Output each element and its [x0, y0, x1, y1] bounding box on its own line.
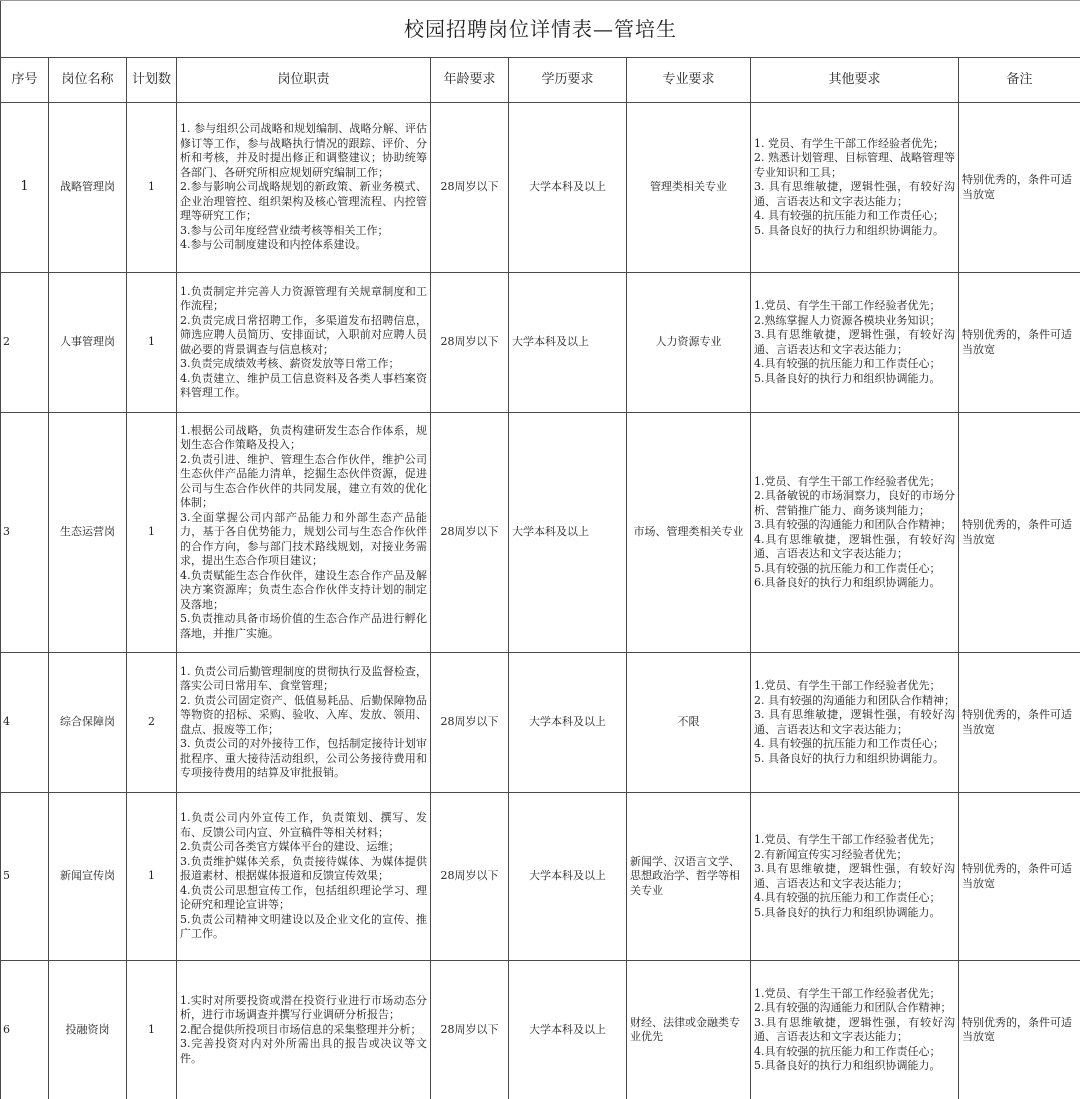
cell-remark: 特别优秀的，条件可适当放宽 — [959, 103, 1080, 273]
cell-plan-count: 1 — [127, 273, 177, 413]
requirement-item: 3.具有较强的沟通能力和团队合作精神； — [754, 518, 952, 531]
header-age: 年龄要求 — [431, 58, 509, 103]
requirement-item: 3.具有思维敏捷，逻辑性强，有较好沟通、言语表达和文字表达能力； — [754, 1015, 955, 1043]
duty-item: 1.实时对所要投资或潜在投资行业进行市场动态分析，进行市场调查并撰写行业调研分析报告； — [180, 993, 427, 1022]
header-plan-count: 计划数 — [127, 58, 177, 103]
cell-duties — [177, 653, 431, 793]
requirement-item: 3.具有思维敏捷，逻辑性强，有较好沟通、言语表达和文字表达能力； — [754, 862, 955, 890]
duty-item: 3.完善投资对内对外所需出具的报告或决议等文件。 — [180, 1037, 427, 1065]
requirement-item: 1.党员、有学生干部工作经验者优先； — [754, 986, 941, 1000]
duty-item: 5.负责公司精神文明建设以及企业文化的宣传、推广工作。 — [180, 912, 427, 941]
header-duties: 岗位职责 — [177, 58, 431, 103]
duty-item: 1. 参与组织公司战略和规划编制、战略分解、评估修订等工作，参与战略执行情况的跟踪、评价、分析和考核，并及时提出修正和调整建议；协助统筹各部门、各研究所相应规划研究编制工作； — [180, 122, 427, 179]
cell-no: 3 — [1, 413, 49, 653]
duty-item: 2.负责引进、维护、管理生态合作伙伴，维护公司生态伙伴产品能力清单，挖掘生态伙伴资源，促进公司与生态合作伙伴的共同发展，建立有效的优化体制； — [180, 452, 427, 510]
cell-position-name: 人事管理岗 — [49, 273, 127, 413]
requirement-item: 2. 熟悉计划管理、目标管理、战略管理等专业知识和工具； — [754, 151, 955, 179]
requirement-item: 3. 具有思维敏捷，逻辑性强，有较好沟通、言语表达和文字表达能力； — [754, 708, 955, 736]
duty-item: 4.负责建立、维护员工信息资料及各类人事档案资料管理工作。 — [180, 371, 427, 399]
cell-age: 28周岁以下 — [431, 793, 509, 961]
cell-education: 大学本科及以上 — [509, 273, 627, 413]
cell-position-name: 战略管理岗 — [49, 103, 127, 273]
duty-item: 1.根据公司战略，负责构建研发生态合作体系，规划生态合作策略及投入； — [180, 423, 427, 452]
cell-education: 大学本科及以上 — [509, 961, 627, 1099]
requirement-item: 6.具备良好的执行力和组织协调能力。 — [754, 576, 941, 589]
duty-item: 4.负责赋能生态合作伙伴，建设生态合作产品及解决方案资源库；负责生态合作伙伴支持计划的制定及落地； — [180, 568, 427, 611]
cell-age: 28周岁以下 — [431, 413, 509, 653]
cell-age: 28周岁以下 — [431, 653, 509, 793]
header-other: 其他要求 — [751, 58, 959, 103]
requirement-item: 1. 党员、有学生干部工作经验者优先； — [754, 136, 944, 150]
duty-item: 3.全面掌握公司内部产品能力和外部生态产品能力，基于各自优势能力，规划公司与生态合作伙伴的合作方向，参与部门技术路线规划，对接业务需求，提出生态合作项目建议； — [180, 510, 427, 568]
cell-duties — [177, 103, 431, 273]
table-row — [1, 961, 1080, 1099]
requirement-item: 4. 具有较强的抗压能力和工作责任心； — [754, 209, 944, 223]
requirement-item: 2.有新闻宣传实习经验者优先； — [754, 847, 908, 861]
cell-education: 大学本科及以上 — [509, 103, 627, 273]
cell-major: 财经、法律或金融类专业优先 — [627, 961, 751, 1099]
requirement-item: 2.熟练掌握人力资源各模块业务知识； — [754, 313, 941, 327]
cell-duties — [177, 961, 431, 1099]
cell-other — [751, 793, 959, 961]
requirement-item: 4.具有较强的抗压能力和工作责任心； — [754, 891, 941, 904]
table-row — [1, 793, 1080, 961]
cell-other — [751, 103, 959, 273]
cell-plan-count: 1 — [127, 413, 177, 653]
requirement-item: 1.党员、有学生干部工作经验者优先； — [754, 474, 941, 488]
cell-other — [751, 653, 959, 793]
cell-no: 1 — [1, 103, 49, 273]
cell-education: 大学本科及以上 — [509, 793, 627, 961]
duty-item: 3.参与公司年度经营业绩考核等相关工作； — [180, 223, 389, 237]
header-major: 专业要求 — [627, 58, 751, 103]
header-education: 学历要求 — [509, 58, 627, 103]
cell-major: 市场、管理类相关专业 — [627, 413, 751, 653]
requirement-item: 2.具有较强的沟通能力和团队合作精神； — [754, 1001, 952, 1014]
table-row — [1, 413, 1080, 653]
duty-item: 3.负责完成绩效考核、薪资发放等日常工作； — [180, 357, 400, 370]
cell-no: 2 — [1, 273, 49, 413]
title-row — [1, 1, 1080, 58]
cell-age: 28周岁以下 — [431, 273, 509, 413]
requirement-item: 4.具有思维敏捷，逻辑性强，有较好沟通、言语表达和文字表达能力； — [754, 532, 955, 560]
duty-item: 1.负责制定并完善人力资源管理有关规章制度和工作流程； — [180, 284, 427, 312]
cell-major: 管理类相关专业 — [627, 103, 751, 273]
requirement-item: 4.具有较强的抗压能力和工作责任心； — [754, 357, 941, 370]
cell-duties — [177, 413, 431, 653]
duty-item: 1. 负责公司后勤管理制度的贯彻执行及监督检查，落实公司日常用车、食堂管理； — [180, 664, 427, 692]
header-remark: 备注 — [959, 58, 1080, 103]
requirement-item: 5.具备良好的执行力和组织协调能力。 — [754, 905, 941, 919]
requirement-item: 1.党员、有学生干部工作经验者优先； — [754, 299, 941, 312]
duty-item: 2.负责完成日常招聘工作，多渠道发布招聘信息，筛选应聘人员简历、安排面试，入职前对应聘人员做必要的背景调查与信息核对； — [180, 313, 427, 356]
duty-item: 3.负责维护媒体关系，负责接待媒体、为媒体提供报道素材、根据媒体报道和反馈宣传效果； — [180, 854, 427, 883]
duty-item: 2.参与影响公司战略规划的新政策、新业务模式、企业治理管控、组织架构及核心管理流程、内控管理等研究工作； — [180, 180, 427, 223]
table-row — [1, 653, 1080, 793]
duty-item: 3. 负责公司的对外接待工作，包括制定接待计划审批程序、重大接待活动组织，公司公务接待费用和专项接待费用的结算及审批报销。 — [180, 737, 427, 779]
cell-plan-count: 1 — [127, 961, 177, 1099]
requirement-item: 5. 具备良好的执行力和组织协调能力。 — [754, 223, 944, 237]
requirement-item: 1.党员、有学生干部工作经验者优先； — [754, 833, 941, 846]
table-row — [1, 273, 1080, 413]
duty-item: 4.参与公司制度建设和内控体系建设。 — [180, 238, 367, 252]
cell-major: 人力资源专业 — [627, 273, 751, 413]
duty-item: 2.负责公司各类官方媒体平台的建设、运维； — [180, 840, 400, 854]
requirement-item: 1.党员、有学生干部工作经验者优先； — [754, 679, 941, 692]
cell-plan-count: 2 — [127, 653, 177, 793]
cell-other — [751, 961, 959, 1099]
requirement-item: 4. 具有较强的抗压能力和工作责任心； — [754, 737, 944, 750]
cell-no: 4 — [1, 653, 49, 793]
cell-remark: 特别优秀的，条件可适当放宽 — [959, 273, 1080, 413]
requirement-item: 4.具有较强的抗压能力和工作责任心； — [754, 1044, 941, 1058]
cell-duties — [177, 793, 431, 961]
table-title: 校园招聘岗位详情表—管培生 — [1, 1, 1080, 58]
cell-education: 大学本科及以上 — [509, 653, 627, 793]
duty-item: 2.配合提供所投项目市场信息的采集整理并分析； — [180, 1022, 422, 1036]
cell-other — [751, 273, 959, 413]
requirement-item: 2.具备敏锐的市场洞察力，良好的市场分析、营销推广能力、商务谈判能力； — [754, 489, 955, 517]
cell-position-name: 生态运营岗 — [49, 413, 127, 653]
cell-position-name: 投融资岗 — [49, 961, 127, 1099]
cell-plan-count: 1 — [127, 793, 177, 961]
header-position-name: 岗位名称 — [49, 58, 127, 103]
cell-major: 新闻学、汉语言文学、思想政治学、哲学等相关专业 — [627, 793, 751, 961]
requirement-item: 2. 具有较强的沟通能力和团队合作精神； — [754, 693, 955, 707]
requirement-item: 3.具有思维敏捷，逻辑性强，有较好沟通、言语表达和文字表达能力； — [754, 328, 955, 356]
requirement-item: 5. 具备良好的执行力和组织协调能力。 — [754, 751, 944, 765]
cell-no: 5 — [1, 793, 49, 961]
cell-plan-count: 1 — [127, 103, 177, 273]
duty-item: 1.负责公司内外宣传工作，负责策划、撰写、发布、反馈公司内宣、外宣稿件等相关材料； — [180, 811, 427, 839]
cell-remark: 特别优秀的，条件可适当放宽 — [959, 413, 1080, 653]
cell-major: 不限 — [627, 653, 751, 793]
header-row — [1, 58, 1080, 103]
cell-other — [751, 413, 959, 653]
cell-duties — [177, 273, 431, 413]
cell-age: 28周岁以下 — [431, 961, 509, 1099]
table-row — [1, 103, 1080, 273]
cell-age: 28周岁以下 — [431, 103, 509, 273]
cell-position-name: 新闻宣传岗 — [49, 793, 127, 961]
cell-no: 6 — [1, 961, 49, 1099]
cell-education: 大学本科及以上 — [509, 413, 627, 653]
requirement-item: 3. 具有思维敏捷，逻辑性强，有较好沟通、言语表达和文字表达能力； — [754, 180, 955, 208]
cell-remark: 特别优秀的，条件可适当放宽 — [959, 653, 1080, 793]
duty-item: 5.负责推动具备市场价值的生态合作产品进行孵化落地，并推广实施。 — [180, 612, 427, 640]
duty-item: 4.负责公司思想宣传工作，包括组织理论学习、理论研究和理论宣讲等； — [180, 883, 427, 912]
cell-remark: 特别优秀的，条件可适当放宽 — [959, 793, 1080, 961]
header-no: 序号 — [1, 58, 49, 103]
requirement-item: 5.具备良好的执行力和组织协调能力。 — [754, 371, 941, 385]
cell-remark: 特别优秀的，条件可适当放宽 — [959, 961, 1080, 1099]
duty-item: 2. 负责公司固定资产、低值易耗品、后勤保障物品等物资的招标、采购、验收、入库、发放、领用、盘点、报废等工作； — [180, 693, 427, 736]
cell-position-name: 综合保障岗 — [49, 653, 127, 793]
requirement-item: 5.具有较强的抗压能力和工作责任心； — [754, 561, 941, 575]
requirement-item: 5.具备良好的执行力和组织协调能力。 — [754, 1059, 941, 1072]
